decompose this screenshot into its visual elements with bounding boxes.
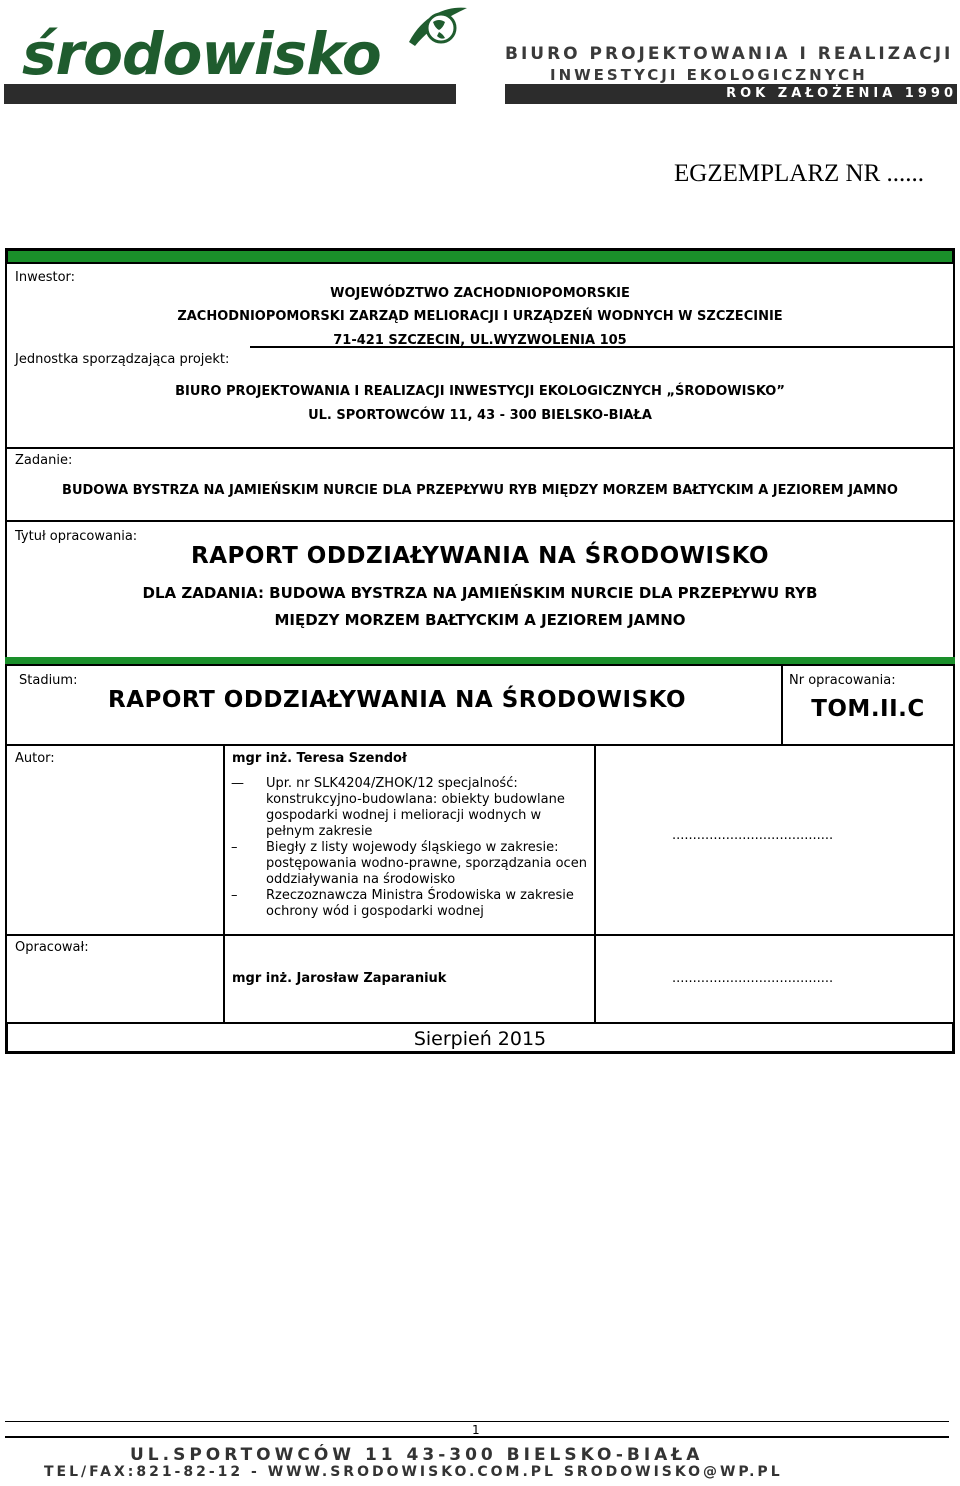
prepared-label-cell: [5, 934, 225, 1024]
company-logo: środowisko: [22, 20, 381, 88]
report-title: RAPORT ODDZIAŁYWANIA NA ŚRODOWISKO: [190, 543, 770, 569]
task-label: Zadanie:: [15, 453, 73, 468]
footer-address: UL.SPORTOWCÓW 11 43-300 BIELSKO-BIAŁA: [130, 1445, 704, 1465]
report-subtitle-2: MIĘDZY MORZEM BAŁTYCKIM A JEZIOREM JAMNO: [274, 611, 686, 629]
tagline-line1: BIURO PROJEKTOWANIA I REALIZACJI: [505, 44, 954, 64]
date: Sierpień 2015: [413, 1028, 547, 1050]
footer-contact: TEL/FAX:821-82-12 - WWW.SRODOWISKO.COM.PL SRODOWISKO@WP.PL: [44, 1464, 783, 1480]
title-cell: [5, 520, 955, 662]
doc-number-label: Nr opracowania:: [789, 673, 896, 688]
footer-rule: [5, 1421, 949, 1422]
page-number: 1: [472, 1423, 480, 1437]
tagline-line2: INWESTYCJI EKOLOGICZNYCH: [550, 66, 868, 84]
author-signature-cell: [594, 744, 955, 936]
report-subtitle-1: DLA ZADANIA: BUDOWA BYSTRZA NA JAMIEŃSKIM NURCIE DLA PRZEPŁYWU RYB: [142, 584, 818, 602]
investor-line2: ZACHODNIOPOMORSKI ZARZĄD MELIORACJI I URZĄDZEŃ WODNYCH W SZCZECINIE: [177, 309, 783, 324]
qualification-item: – Rzeczoznawcza Ministra Środowiska w zakresie ochrony wód i gospodarki wodnej: [231, 888, 574, 919]
investor-cell: [5, 262, 955, 450]
author-details-cell: [223, 744, 596, 936]
founded-year: ROK ZAŁOŻENIA 1990: [726, 86, 957, 101]
stage-value: RAPORT ODDZIAŁYWANIA NA ŚRODOWISKO: [107, 687, 687, 713]
prepared-signature-line: .......................................: [672, 971, 834, 986]
green-band: [5, 657, 955, 664]
task-cell: [5, 447, 955, 523]
unit-line2: UL. SPORTOWCÓW 11, 43 - 300 BIELSKO-BIAŁA: [308, 408, 652, 423]
date-cell: [5, 1022, 955, 1054]
prepared-label: Opracował:: [15, 940, 89, 955]
doc-number: TOM.II.C: [811, 696, 925, 722]
footer-rule: [5, 1436, 949, 1438]
investor-label: Inwestor:: [15, 270, 76, 285]
prepared-name-cell: [223, 934, 596, 1024]
author-signature-line: .......................................: [672, 828, 834, 843]
green-band: [8, 251, 952, 262]
prepared-name: mgr inż. Jarosław Zaparaniuk: [232, 971, 447, 986]
doc-number-cell: [781, 664, 955, 746]
qualification-item: — Upr. nr SLK4204/ZHOK/12 specjalność: konstrukcyjno-budowlana: obiekty budowlane gospodarki wodnej i melioracji wodnych w pełnym zakresie: [231, 776, 565, 839]
author-label: Autor:: [15, 751, 55, 766]
author-label-cell: [5, 744, 225, 936]
globe-leaf-icon: [405, 2, 471, 56]
qualification-item: – Biegły z listy wojewody śląskiego w zakresie: postępowania wodno-prawne, sporządzania ocen oddziaływania na środowisko: [231, 840, 587, 887]
stage-label: Stadium:: [19, 673, 78, 688]
task-text: BUDOWA BYSTRZA NA JAMIEŃSKIM NURCIE DLA PRZEPŁYWU RYB MIĘDZY MORZEM BAŁTYCKIM A JEZIOREM JAMNO: [62, 483, 898, 498]
investor-line3: 71-421 SZCZECIN, UL.WYZWOLENIA 105: [333, 333, 627, 348]
author-qualifications: [231, 776, 591, 920]
stage-cell: [5, 664, 783, 746]
copy-number: EGZEMPLARZ NR ......: [674, 160, 924, 187]
divider: [250, 346, 955, 348]
prepared-signature-cell: [594, 934, 955, 1024]
unit-line1: BIURO PROJEKTOWANIA I REALIZACJI INWESTYCJI EKOLOGICZNYCH „ŚRODOWISKO”: [175, 384, 785, 399]
investor-line1: WOJEWÓDZTWO ZACHODNIOPOMORSKIE: [330, 286, 630, 301]
author-name: mgr inż. Teresa Szendoł: [232, 751, 407, 766]
title-label: Tytuł opracowania:: [15, 529, 138, 544]
unit-label: Jednostka sporządzająca projekt:: [15, 352, 230, 367]
